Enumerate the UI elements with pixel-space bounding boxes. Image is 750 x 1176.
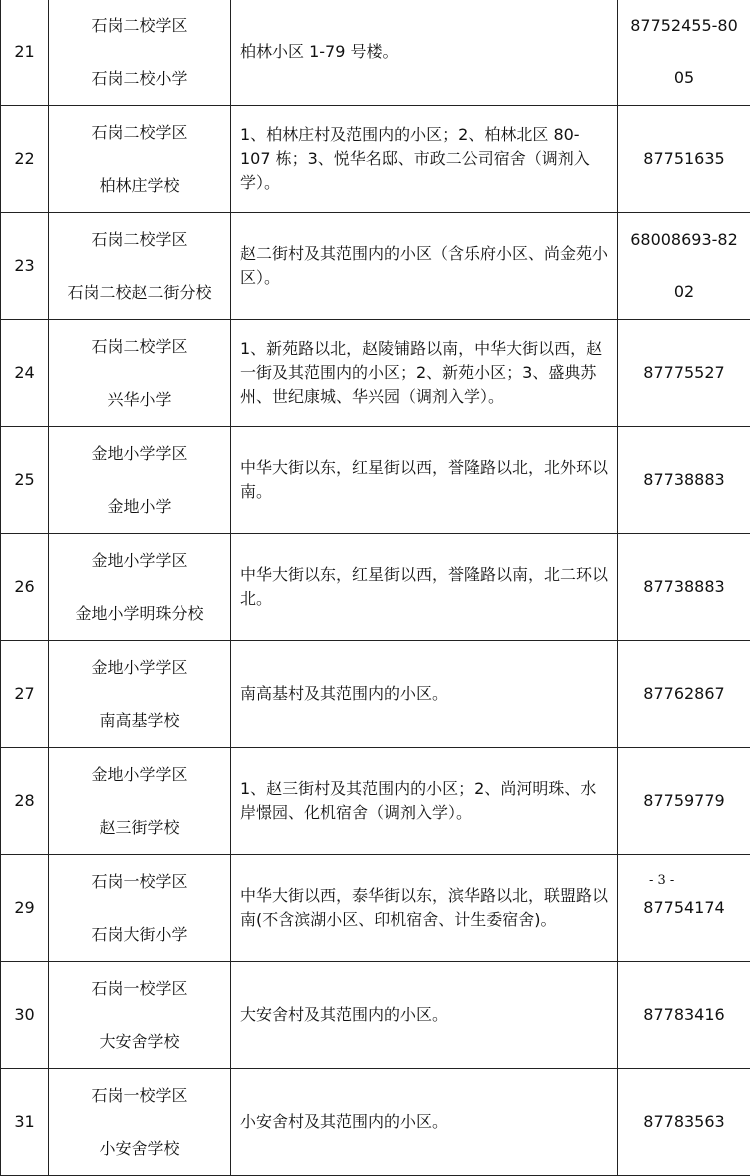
- school-name: 石岗大街小学: [49, 922, 230, 948]
- school-cell: [49, 320, 231, 427]
- row-number: 31: [1, 1069, 49, 1176]
- row-number: 25: [1, 427, 49, 534]
- row-number: 22: [1, 106, 49, 213]
- school-cell: [49, 962, 231, 1069]
- school-cell: [49, 427, 231, 534]
- table-row: [1, 641, 750, 748]
- phone-extension: 02: [618, 279, 750, 305]
- phone-number: 68008693-82: [618, 227, 750, 253]
- phone-cell: [618, 748, 750, 855]
- table-row: [1, 1069, 750, 1176]
- school-name: 小安舍学校: [49, 1136, 230, 1162]
- phone-number: 87738883: [618, 468, 750, 492]
- school-name: 石岗二校赵二街分校: [49, 280, 230, 306]
- phone-cell: [618, 106, 750, 213]
- phone-number: 87762867: [618, 682, 750, 706]
- phone-cell: [618, 855, 750, 962]
- row-number: 28: [1, 748, 49, 855]
- table-row: [1, 106, 750, 213]
- service-area: 1、赵三街村及其范围内的小区；2、尚河明珠、水岸憬园、化机宿舍（调剂入学）。: [231, 748, 618, 855]
- district-name: 金地小学学区: [49, 655, 230, 681]
- service-area: 1、柏林庄村及范围内的小区；2、柏林北区 80-107 栋；3、悦华名邸、市政二公司宿舍（调剂入学）。: [231, 106, 618, 213]
- school-cell: [49, 641, 231, 748]
- district-name: 石岗二校学区: [49, 334, 230, 360]
- row-number: 30: [1, 962, 49, 1069]
- district-name: 金地小学学区: [49, 441, 230, 467]
- phone-cell: [618, 0, 750, 106]
- phone-number: 87752455-80: [618, 13, 750, 39]
- table-row: [1, 0, 750, 106]
- service-area: 中华大街以东，红星街以西，誉隆路以北，北外环以南。: [231, 427, 618, 534]
- phone-number: 87738883: [618, 575, 750, 599]
- school-name: 金地小学明珠分校: [49, 601, 230, 627]
- table-row: [1, 320, 750, 427]
- phone-cell: [618, 534, 750, 641]
- table-row: [1, 534, 750, 641]
- school-name: 柏林庄学校: [49, 173, 230, 199]
- service-area: 赵二街村及其范围内的小区（含乐府小区、尚金苑小区）。: [231, 213, 618, 320]
- district-name: 石岗二校学区: [49, 13, 230, 39]
- phone-cell: [618, 213, 750, 320]
- phone-number: 87783563: [618, 1110, 750, 1134]
- table-row: [1, 748, 750, 855]
- service-area: 中华大街以东，红星街以西，誉隆路以南，北二环以北。: [231, 534, 618, 641]
- school-cell: [49, 213, 231, 320]
- district-name: 石岗一校学区: [49, 1083, 230, 1109]
- service-area: 柏林小区 1-79 号楼。: [231, 0, 618, 106]
- phone-number: 87754174: [618, 896, 750, 920]
- row-number: 21: [1, 0, 49, 106]
- school-cell: [49, 1069, 231, 1176]
- row-number: 24: [1, 320, 49, 427]
- phone-extension: 05: [618, 65, 750, 91]
- school-cell: [49, 0, 231, 106]
- district-name: 石岗一校学区: [49, 976, 230, 1002]
- service-area: 南高基村及其范围内的小区。: [231, 641, 618, 748]
- school-cell: [49, 855, 231, 962]
- school-name: 兴华小学: [49, 387, 230, 413]
- phone-number: 87775527: [618, 361, 750, 385]
- district-name: 石岗二校学区: [49, 120, 230, 146]
- phone-cell: [618, 427, 750, 534]
- phone-number: 87759779: [618, 789, 750, 813]
- service-area: 大安舍村及其范围内的小区。: [231, 962, 618, 1069]
- school-cell: [49, 534, 231, 641]
- row-number: 26: [1, 534, 49, 641]
- row-number: 27: [1, 641, 49, 748]
- school-name: 赵三街学校: [49, 815, 230, 841]
- district-name: 石岗一校学区: [49, 869, 230, 895]
- school-name: 大安舍学校: [49, 1029, 230, 1055]
- district-name: 金地小学学区: [49, 548, 230, 574]
- row-number: 23: [1, 213, 49, 320]
- school-name: 南高基学校: [49, 708, 230, 734]
- service-area: 中华大街以西，泰华街以东，滨华路以北，联盟路以南(不含滨湖小区、印机宿舍、计生委宿舍)。: [231, 855, 618, 962]
- table-row: [1, 855, 750, 962]
- table-row: [1, 962, 750, 1069]
- phone-cell: [618, 320, 750, 427]
- district-name: 金地小学学区: [49, 762, 230, 788]
- phone-number: 87751635: [618, 147, 750, 171]
- phone-cell: [618, 641, 750, 748]
- service-area: 1、新苑路以北，赵陵铺路以南，中华大街以西，赵一街及其范围内的小区；2、新苑小区；3、盛典苏州、世纪康城、华兴园（调剂入学）。: [231, 320, 618, 427]
- school-name: 石岗二校小学: [49, 66, 230, 92]
- service-area: 小安舍村及其范围内的小区。: [231, 1069, 618, 1176]
- table-row: [1, 213, 750, 320]
- phone-cell: [618, 962, 750, 1069]
- row-number: 29: [1, 855, 49, 962]
- page-number: - 3 -: [649, 873, 674, 889]
- school-cell: [49, 748, 231, 855]
- district-name: 石岗二校学区: [49, 227, 230, 253]
- phone-cell: [618, 1069, 750, 1176]
- school-cell: [49, 106, 231, 213]
- phone-number: 87783416: [618, 1003, 750, 1027]
- school-name: 金地小学: [49, 494, 230, 520]
- table-row: [1, 427, 750, 534]
